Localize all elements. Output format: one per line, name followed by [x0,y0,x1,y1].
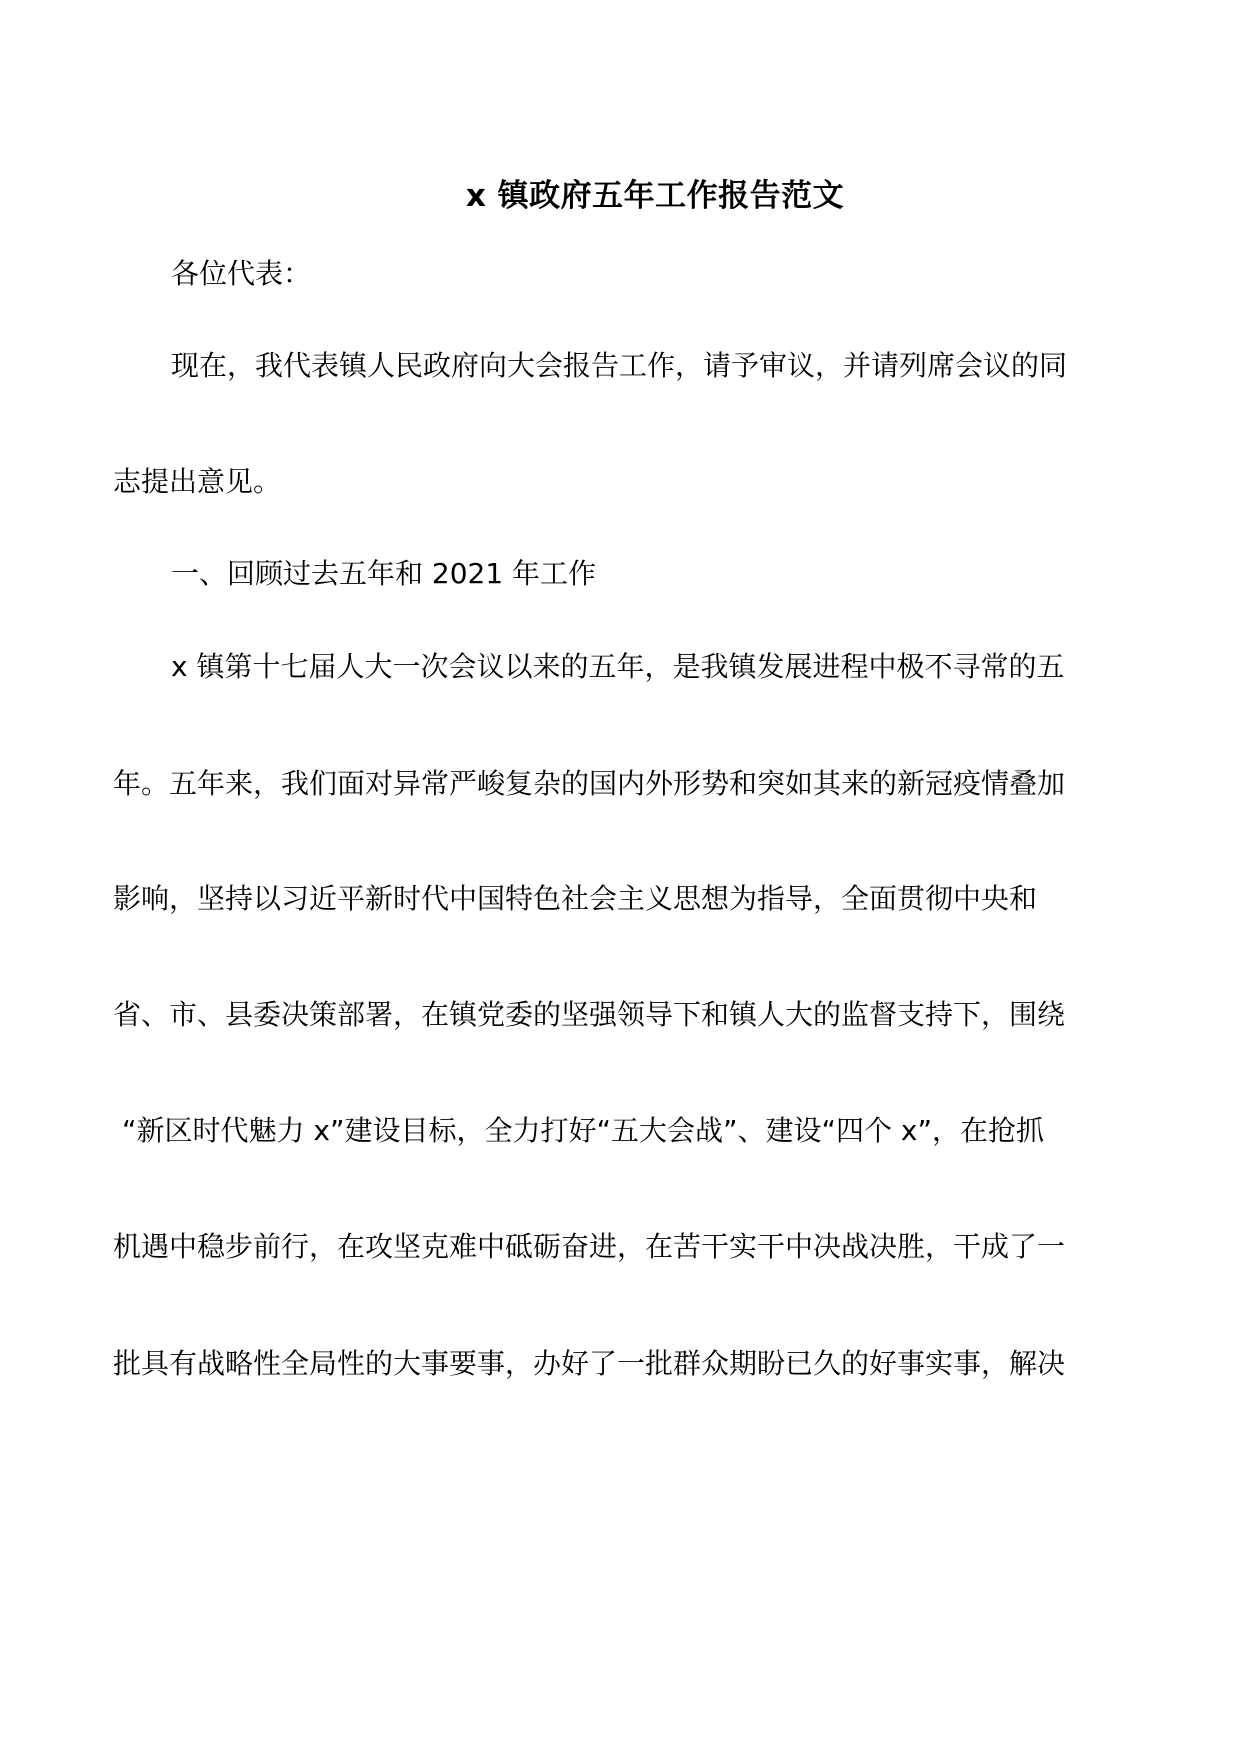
body-line: 影响，坚持以习近平新时代中国特色社会主义思想为指导，全面贯彻中央和 [113,882,1038,915]
body-line: 批具有战略性全局性的大事要事，办好了一批群众期盼已久的好事实事，解决 [113,1347,1066,1380]
body-line: 省、市、县委决策部署，在镇党委的坚强领导下和镇人大的监督支持下，围绕 [113,998,1066,1031]
body-line: “新区时代魅力 x”建设目标，全力打好“五大会战”、建设“四个 x”，在抢抓 [122,1114,1044,1147]
body-line: 机遇中稳步前行，在攻坚克难中砥砺奋进，在苦干实干中决战决胜，干成了一 [113,1230,1066,1263]
section-heading: 一、回顾过去五年和 2021 年工作 [171,557,597,590]
body-line: 志提出意见。 [113,465,282,498]
body-line: x 镇第十七届人大一次会议以来的五年，是我镇发展进程中极不寻常的五 [171,650,1065,683]
document-title: x 镇政府五年工作报告范文 [465,178,845,214]
salutation-line: 各位代表： [171,257,312,290]
body-line: 年。五年来，我们面对异常严峻复杂的国内外形势和突如其来的新冠疫情叠加 [113,767,1066,800]
body-line: 现在，我代表镇人民政府向大会报告工作，请予审议，并请列席会议的同 [171,349,1068,382]
